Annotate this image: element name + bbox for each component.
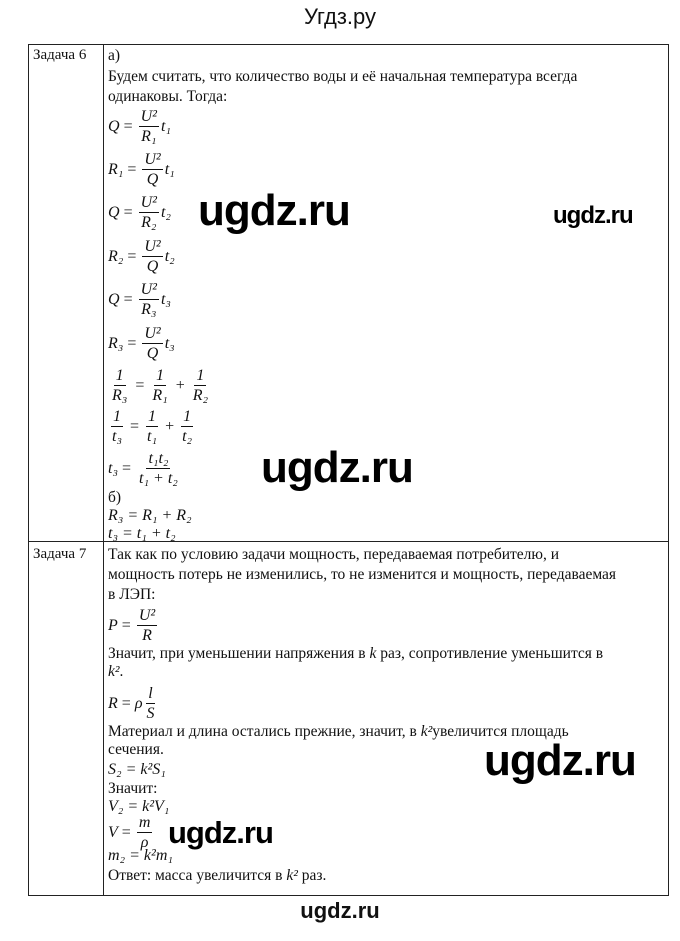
numerator: 1 (148, 408, 157, 425)
text: увеличится площадь (432, 723, 569, 740)
numerator: m (138, 814, 151, 831)
denominator: R₃ (141, 301, 157, 318)
denominator: R₁ (141, 128, 157, 145)
answer-line (108, 867, 326, 885)
lhs: R₂ (108, 248, 124, 265)
rhs: t₃ (164, 335, 175, 352)
text-line: Значит: (108, 780, 158, 797)
denominator: Q (146, 258, 159, 275)
denominator: R₃ (112, 387, 128, 404)
lhs: R₁ (108, 161, 124, 178)
lhs: Q (108, 204, 120, 221)
text: Материал и длина остались прежние, значит, в (108, 723, 421, 740)
formula: R₁ = $\frac{\text{U²}}{Q}$ t₁ (108, 151, 175, 188)
task-6-label: Задача 6 (33, 47, 87, 63)
numerator: U² (144, 151, 161, 168)
watermark: ugdz.ru (198, 186, 350, 235)
math-k: k (369, 645, 377, 662)
formula-power: P = $\frac{\text{U²}}{R}$ (108, 607, 156, 644)
watermark: ugdz.ru (168, 815, 273, 850)
rhs: t₁ (164, 161, 175, 178)
formula-b1: R₃ = R₁ + R₂ (108, 507, 192, 524)
part-b-label: б) (108, 489, 122, 506)
rhs: t₃ (160, 291, 171, 308)
column-divider (103, 44, 104, 896)
intro-line-1: Будем считать, что количество воды и её начальная температура всегда (108, 68, 578, 85)
formula: R₃ = $\frac{\text{U²}}{Q}$ t₃ (108, 325, 175, 362)
numerator: l (148, 685, 153, 702)
formula-resistance: R = ρ $\frac{l}{S}$ (108, 685, 155, 722)
footer-watermark: ugdz.ru (300, 898, 380, 923)
formula-resistance-sum: $\frac{1}{\text{R₃}}$ = $\frac{1}{\text{R₁}}$ + $\frac{1}{\text{R₂}}$ (112, 367, 209, 404)
math-k2: k² (286, 867, 298, 884)
numerator: 1 (183, 408, 192, 425)
denominator: t₃ (112, 428, 123, 445)
denominator: R (142, 627, 152, 644)
lhs: Q (108, 291, 120, 308)
math-k2: k² (420, 723, 433, 740)
text-line (108, 663, 123, 681)
numerator: t₁t₂ (148, 450, 169, 467)
formula: Q = $\frac{\text{U²}}{\text{R₂}}$ t₂ (108, 194, 171, 231)
formula-density: V = $\frac{m}{\rho}$ (108, 814, 151, 851)
text: раз, сопротивление уменьшится в (376, 645, 604, 662)
denominator: t₁ + t₂ (139, 470, 178, 487)
numerator: U² (144, 325, 161, 342)
part-a-label: а) (108, 47, 121, 64)
numerator: U² (140, 281, 157, 298)
rhs: t₂ (160, 204, 171, 221)
text-line: мощность потерь не изменились, то не изменится и мощность, передаваемая (108, 566, 617, 583)
math-k2: k² (108, 663, 120, 680)
lhs: R (108, 695, 118, 712)
numerator: U² (140, 194, 157, 211)
numerator: U² (144, 238, 161, 255)
text-line (108, 645, 603, 663)
site-title: Угдз.ру (303, 4, 377, 29)
denominator: Q (146, 345, 159, 362)
numerator: 1 (196, 367, 205, 384)
rhs: t₁ (160, 118, 171, 135)
watermark: ugdz.ru (484, 736, 636, 785)
task-7-label: Задача 7 (33, 546, 87, 562)
intro-line-2: одинаковы. Тогда: (108, 88, 228, 105)
text-line: в ЛЭП: (108, 586, 156, 603)
denominator: S (146, 705, 155, 722)
formula-time-sum: $\frac{1}{\text{t₃}}$ = $\frac{1}{\text{t₁}}$ + $\frac{1}{\text{t₂}}$ (112, 408, 193, 445)
text: . (119, 663, 124, 680)
text-line: Так как по условию задачи мощность, передаваемая потребителю, и (108, 546, 560, 563)
denominator: Q (146, 171, 159, 188)
denominator: R₂ (141, 214, 157, 231)
numerator: 1 (115, 367, 124, 384)
numerator: 1 (156, 367, 165, 384)
formula-area: S₂ = k²S₁ (108, 761, 166, 778)
denominator: t₁ (147, 428, 158, 445)
text: Значит, при уменьшении напряжения в (108, 645, 370, 662)
denominator: R₁ (152, 387, 168, 404)
watermark: ugdz.ru (261, 443, 413, 492)
lhs: P (108, 617, 118, 634)
formula-volume: V₂ = k²V₁ (108, 798, 170, 815)
rhs: t₂ (164, 248, 175, 265)
formula: Q = $\frac{\text{U²}}{\text{R₃}}$ t₃ (108, 281, 171, 318)
numerator: 1 (113, 408, 121, 425)
watermark: ugdz.ru (553, 202, 633, 229)
rho: ρ (134, 695, 143, 712)
lhs: t₃ (108, 460, 119, 477)
numerator: U² (138, 607, 156, 624)
denominator: ρ (140, 834, 149, 851)
lhs: Q (108, 118, 120, 135)
text: Ответ: масса увеличится в (108, 867, 287, 884)
formula: Q = $\frac{\text{U²}}{\text{R₁}}$ t₁ (108, 108, 171, 145)
denominator: t₂ (182, 428, 193, 445)
formula-mass: m₂ = k²m₁ (108, 847, 173, 864)
formula: R₂ = $\frac{\text{U²}}{Q}$ t₂ (108, 238, 175, 275)
lhs: V (108, 824, 118, 841)
formula-t3: t₃ = $\frac{\text{t₁t₂}}{\text{t₁ + t₂}}$ (108, 450, 178, 487)
text: раз. (297, 867, 327, 884)
lhs: R₃ (108, 335, 124, 352)
formula-b2: t₃ = t₁ + t₂ (108, 525, 176, 542)
denominator: R₂ (192, 387, 209, 404)
text-line: сечения. (108, 741, 164, 758)
numerator: U² (140, 108, 157, 125)
